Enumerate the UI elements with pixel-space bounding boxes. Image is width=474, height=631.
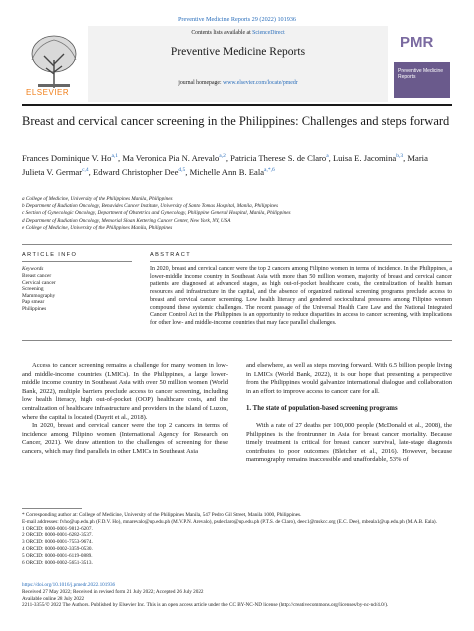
author-name[interactable]: Frances Dominique V. Ho <box>22 152 112 163</box>
keyword: Philippines <box>22 305 47 312</box>
affiliation: a College of Medicine, University of the Philippines Manila, Philippines <box>22 196 173 202</box>
body-paragraph: In 2020, breast and cervical cancer were the top 2 cancers in terms of incidence among Filipino women (International Agency for Research on Cancer, 2021). We draw attention to the challenges of screening for these cancers, which may find parallels in other LMICs in Southeast Asia <box>22 422 228 455</box>
author-superscript[interactable]: a,2 <box>219 153 226 159</box>
cover-journal-name: Preventive Medicine Reports <box>398 68 444 80</box>
affiliation: e College of Medicine, University of the Philippines Manila, Philippines <box>22 224 173 231</box>
publication-info <box>22 582 452 609</box>
body-paragraph: With a rate of 27 deaths per 100,000 people (McDonald et al., 2008), the Philippines is the frontrunner in Asia for breast cancer mortality. Because timely treatment is critical for breast cancer survival, late-stage diagnosis contributes to poor outcomes (Bleicher et al., 2016). However, because mammography remains inaccessible and unaffordable, 53% of <box>246 421 452 464</box>
footnote: 6 ORCID: 0000-0002-5651-3513. <box>22 559 93 566</box>
keyword: Breast cancer <box>22 273 52 279</box>
author-separator: , <box>403 152 408 163</box>
author-name[interactable]: Luisa E. Jacomina <box>332 152 397 163</box>
footnote: 1 ORCID: 0000-0001-9812-6207. <box>22 525 93 532</box>
keyword: Cervical cancer <box>22 279 56 286</box>
abstract-heading: ABSTRACT <box>150 252 192 258</box>
journal-homepage-link[interactable]: www.elsevier.com/locate/pmedr <box>223 80 298 86</box>
author-superscript[interactable]: a,*,6 <box>264 166 275 173</box>
author-name[interactable]: Edward Christopher Dee <box>92 166 179 177</box>
keyword: Mammography <box>22 292 56 299</box>
affiliation: c Section of Gynecologic Oncology, Department of Obstetrics and Gynecology, Philippine General Hospital, Manila, Philippines <box>22 210 291 217</box>
keyword: Screening <box>22 286 44 293</box>
body-paragraph: and elsewhere, as well as steps moving forward. With 6.5 billion people living in LMICs (World Bank, 2022), it is our hope that presenting a perspective from the Philippines would galvanize international dialogue and collaboration in an effort to improve access to cancer care for all. <box>246 362 452 395</box>
author[interactable] <box>93 167 190 177</box>
footnote: 4 ORCID: 0000-0002-3359-0530. <box>22 545 93 552</box>
author-separator: , <box>328 152 333 163</box>
journal-header <box>22 26 452 102</box>
author[interactable] <box>230 153 333 163</box>
author-superscript[interactable]: c,4 <box>82 166 89 173</box>
footnote: 2 ORCID: 0000-0001-6282-3537. <box>22 532 93 539</box>
sciencedirect-link[interactable]: ScienceDirect <box>252 30 285 36</box>
author-name[interactable]: Patricia Therese S. de Claro <box>230 152 327 163</box>
abstract-divider <box>22 340 452 341</box>
journal-cover-image <box>394 28 450 98</box>
author-separator: , <box>185 166 190 177</box>
keyword-list <box>22 273 132 313</box>
footnote: 5 ORCID: 0000-0001-6119-0889. <box>22 552 93 559</box>
footnote: 3 ORCID: 0000-0001-7553-9674. <box>22 539 93 546</box>
abstract-text: In 2020, breast and cervical cancer were the top 2 cancers among Filipino women in terms of incidence. In the Philippines, a lower-middle income country in Southeast Asia with more than 50 million women, majority of breast and cervical cancer patients are diagnosed at advanced stages, as high out-of-pocket healthcare costs, the centralization of health human resources and infrastructure in the capital, and the absence of organized national screening programs preclude access to breast and cervical cancer screening. Low health literacy and gendered sociocultural pressures among Filipino women compound these systemic challenges. The recent passage of the Universal Health Care Law and the National Integrated Cancer Control Act in the Philippines is an opportunity to reduce disparities in access to cancer screening, with implications for other low- and middle-income countries that may face parallel challenges. <box>150 266 452 326</box>
footnote: E-mail addresses: fvho@up.edu.ph (F.D.V. Ho), mnarevalo@up.edu.ph (M.V.P.N. Arevalo), psdeclaro@up.edu.ph (P.T.S. de Claro), deec1@mskcc.org (E.C. Dee), mbeala1@up.edu.ph (M.A.B. Eala). <box>22 518 437 525</box>
affiliation: b Department of Radiation Oncology, Benavides Cancer Institute, University of Santo Tomas Hospital, Manila, Philippines <box>22 203 278 210</box>
author-separator: , <box>118 152 123 163</box>
journal-citation[interactable]: Preventive Medicine Reports 29 (2022) 101936 <box>177 16 297 23</box>
author-separator: , <box>225 152 231 163</box>
footnote: * Corresponding author at: College of Medicine, University of the Philippines Manila, 547 Pedro Gil Street, Manila 1000, Philippines. <box>22 512 302 518</box>
author[interactable] <box>333 153 407 163</box>
footnotes <box>22 512 452 566</box>
author-superscript[interactable]: a <box>326 153 329 159</box>
article-info-panel <box>22 252 132 313</box>
author-separator: , <box>88 166 93 177</box>
available-online: Available online 28 July 2022 <box>22 595 85 602</box>
author-name[interactable]: Michelle Ann B. Eala <box>189 166 265 177</box>
abstract-panel <box>150 252 452 328</box>
keywords-label: Keywords <box>22 266 44 272</box>
header-rule <box>22 104 452 106</box>
author-name[interactable]: Ma Veronica Pia N. Arevalo <box>122 152 220 163</box>
affiliation: d Department of Radiation Oncology, Memorial Sloan Kettering Cancer Center, New York, NY, USA <box>22 217 231 224</box>
author[interactable] <box>22 153 122 163</box>
article-info-heading: ARTICLE INFO <box>22 252 78 258</box>
journal-title: Preventive Medicine Reports <box>170 46 306 58</box>
footnote-rule <box>22 508 82 509</box>
journal-homepage-line: journal homepage: www.elsevier.com/locate/pmedr <box>178 80 298 86</box>
cover-pmr-letters: PMR <box>400 34 434 51</box>
author[interactable] <box>190 167 275 177</box>
elsevier-wordmark: ELSEVIER <box>26 88 70 97</box>
doi-link[interactable]: https://doi.org/10.1016/j.pmedr.2022.101936 <box>22 582 116 588</box>
elsevier-tree-logo <box>24 28 84 92</box>
author-superscript[interactable]: a,1 <box>111 153 119 159</box>
received-dates: Received 27 May 2022; Received in revised form 21 July 2022; Accepted 26 July 2022 <box>22 588 204 595</box>
contents-line: Contents lists available at ScienceDirect <box>191 30 285 36</box>
author-name[interactable]: Maria Julieta V. Germar <box>22 152 428 177</box>
body-paragraph: Access to cancer screening remains a challenge for many women in low- and middle-income countries (LMICs). In the Philippines, a large lower-middle income country in Southeast Asia with over 50 million women (World Bank, 2022), multiple barriers preclude access to cancer screening, including low health literacy, high out-of-pocket (OOP) healthcare costs, and the centralization of healthcare infrastructure and providers in the island of Luzon, where the capital is located (Dayrit et al., 2018). <box>22 362 228 421</box>
affiliation-list <box>22 196 452 232</box>
section-heading: 1. The state of population-based screening programs <box>246 405 398 413</box>
body-column-right <box>246 362 452 465</box>
author[interactable] <box>122 153 230 163</box>
keyword: Pap smear <box>22 299 45 306</box>
info-divider <box>22 244 452 245</box>
journal-masthead <box>88 26 388 102</box>
article-title: Breast and cervical cancer screening in the Philippines: Challenges and steps forward <box>22 114 450 128</box>
author-list <box>22 150 452 178</box>
license-statement: 2211-3355/© 2022 The Authors. Published by Elsevier Inc. This is an open access article under the CC BY-NC-ND license (http://creativecommons.org/licenses/by-nc-nd/4.0/). <box>22 602 389 609</box>
author-superscript[interactable]: b,3 <box>396 153 404 159</box>
body-column-left <box>22 362 228 457</box>
author-superscript[interactable]: d,5 <box>178 166 186 173</box>
